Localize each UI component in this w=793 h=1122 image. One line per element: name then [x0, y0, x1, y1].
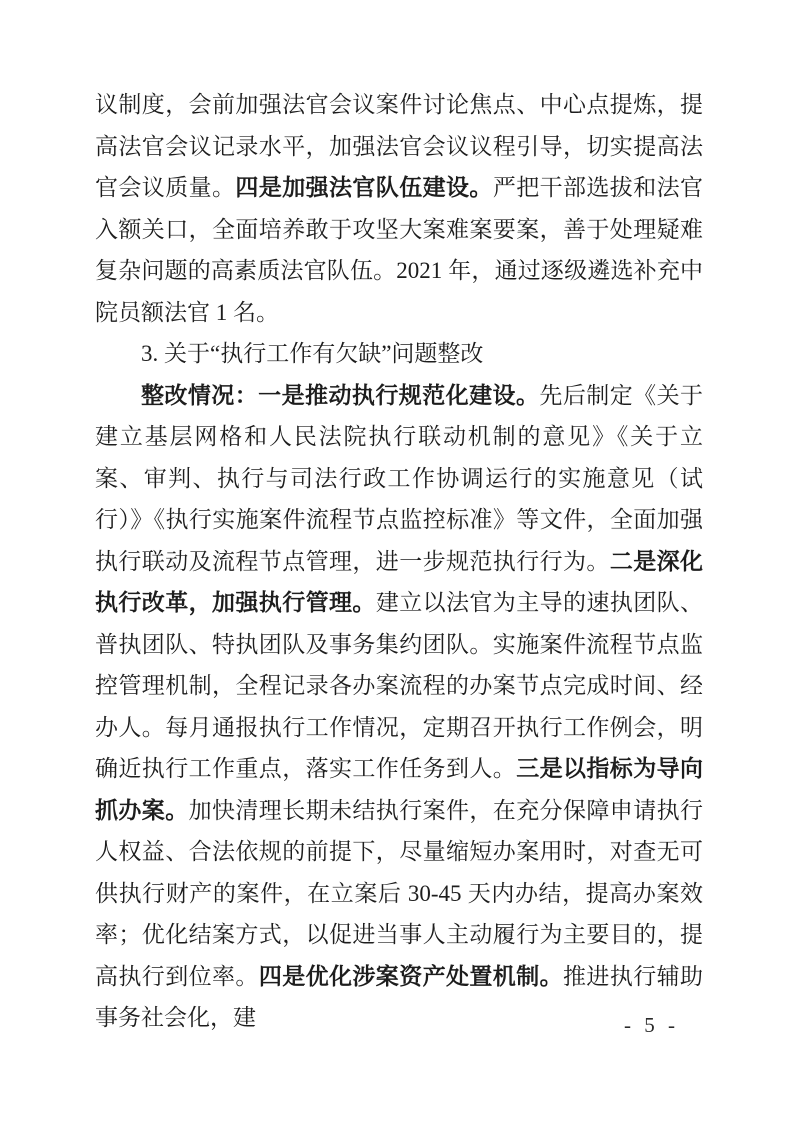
text-run-bold: 四是优化涉案资产处置机制。 [258, 963, 564, 989]
paragraph [95, 84, 703, 333]
text-run-bold: 三是以指标为导向抓办案。 [95, 756, 704, 823]
text-run: 严把干部选拔和法官入额关口，全面培养敢于攻坚大案难案要案，善于处理疑难复杂问题的高素质法官队伍。2021 年，通过逐级遴选补充中院员额法官 1 名。 [95, 175, 704, 325]
page-number: - 5 - [624, 1013, 679, 1037]
text-run: 3. 关于“执行工作有欠缺”问题整改 [141, 341, 484, 366]
text-run: 议制度，会前加强法官会议案件讨论焦点、中心点提炼，提高法官会议记录水平，加强法官会议议程引导，切实提高法官会议质量。 [95, 92, 703, 200]
text-run-bold: 整改情况：一是推动执行规范化建设。 [141, 382, 540, 408]
text-run: 加快清理长期未结执行案件，在充分保障申请执行人权益、合法依规的前提下，尽量缩短办案用时，对查无可供执行财产的案件，在立案后 30-45 天内办结，提高办案效率；优化结案方式，以促进当事人主动履行为主要目的，提高执行到位率。 [95, 797, 704, 989]
text-run: 推进执行辅助事务社会化，建 [95, 963, 704, 1030]
text-run: 建立以法官为主导的速执团队、普执团队、特执团队及事务集约团队。实施案件流程节点监控管理机制，全程记录各办案流程的办案节点完成时间、经办人。每月通报执行工作情况，定期召开执行工作例会，明确近执行工作重点，落实工作任务到人。 [95, 590, 704, 781]
document-body [95, 84, 703, 1039]
paragraph [95, 333, 703, 375]
text-run-bold: 四是加强法官队伍建设。 [235, 175, 493, 200]
paragraph [95, 375, 703, 1039]
text-run: 先后制定《关于建立基层网格和人民法院执行联动机制的意见》《关于立案、审判、执行与司法行政工作协调运行的实施意见（试行）》《执行实施案件流程节点监控标准》等文件，全面加强执行联动及流程节点管理，进一步规范执行行为。 [95, 382, 704, 574]
text-run-bold: 二是深化执行改革，加强执行管理。 [95, 548, 704, 615]
